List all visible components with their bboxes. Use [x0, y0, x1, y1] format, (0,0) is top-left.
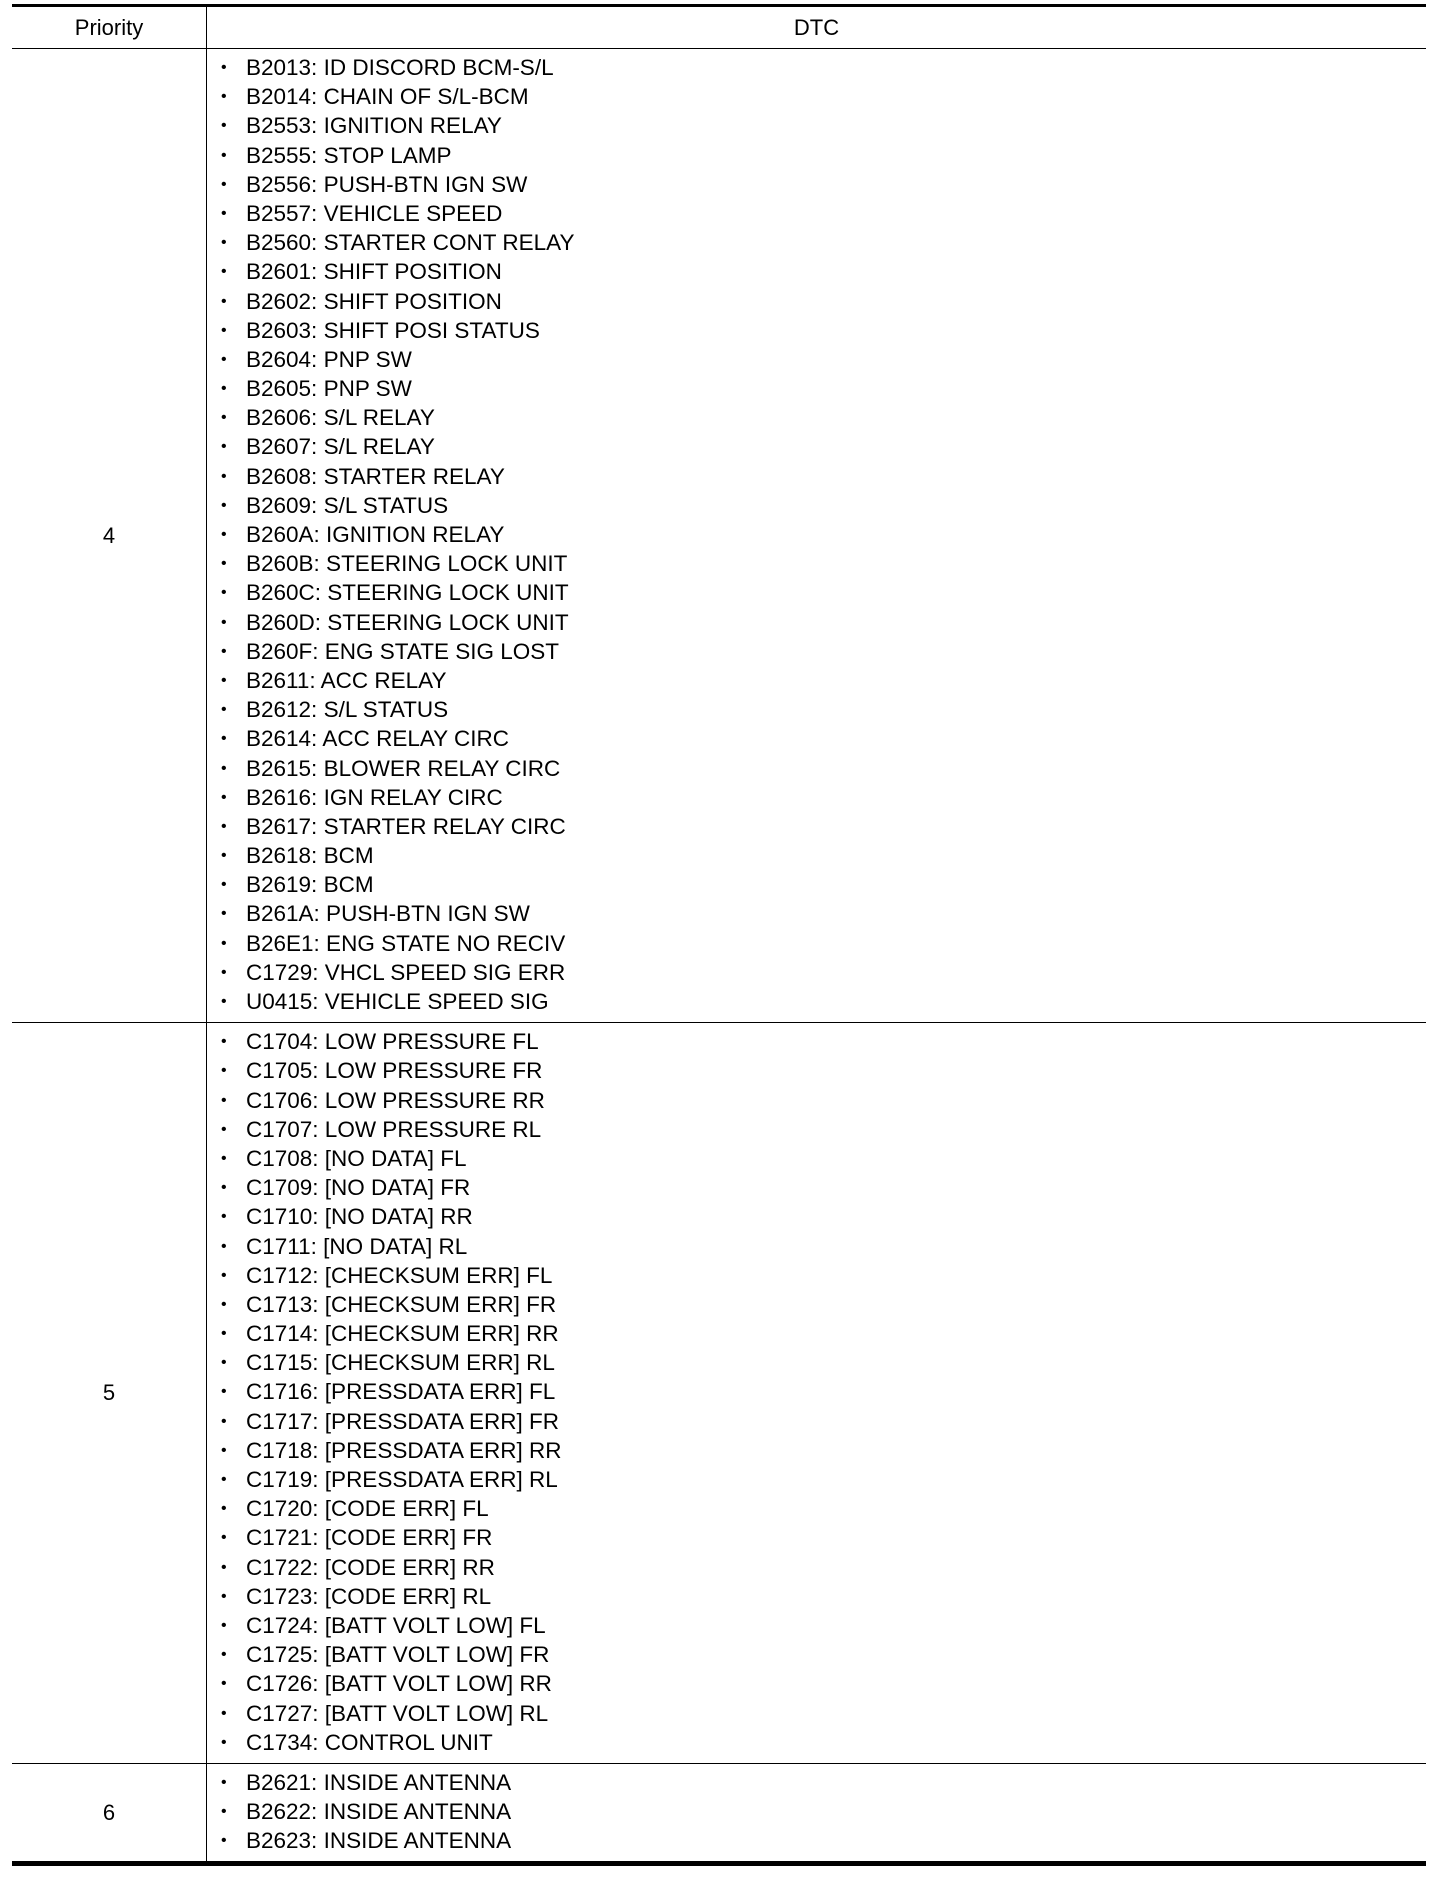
dtc-code-text: B2560: STARTER CONT RELAY [246, 230, 575, 256]
bullet-icon: • [221, 1471, 227, 1488]
list-item [207, 1319, 1426, 1348]
priority-cell: 4 [12, 49, 207, 1022]
list-item [207, 432, 1426, 461]
bullet-icon: • [221, 59, 227, 76]
list-item [207, 1144, 1426, 1173]
dtc-code-text: B2553: IGNITION RELAY [246, 113, 502, 139]
list-item [207, 724, 1426, 753]
bullet-icon: • [221, 1773, 227, 1791]
list-item [207, 549, 1426, 578]
list-item [207, 228, 1426, 257]
bullet-icon: • [221, 876, 227, 894]
list-item [207, 783, 1426, 812]
list-item [207, 754, 1426, 783]
dtc-code-text: B2604: PNP SW [246, 346, 412, 372]
dtc-list [207, 1764, 1426, 1862]
list-item [207, 1232, 1426, 1261]
dtc-code-text: B260B: STEERING LOCK UNIT [246, 551, 568, 577]
dtc-code-text: B2621: INSIDE ANTENNA [246, 1769, 512, 1795]
dtc-code-text: C1726: [BATT VOLT LOW] RR [246, 1671, 552, 1697]
dtc-code-text: B2606: S/L RELAY [246, 405, 435, 431]
table-row [12, 1023, 1426, 1764]
dtc-code-text: B2623: INSIDE ANTENNA [246, 1828, 512, 1854]
bullet-icon: • [221, 671, 227, 689]
list-item [207, 520, 1426, 549]
bullet-icon: • [221, 730, 227, 748]
list-item [207, 257, 1426, 286]
list-item [207, 1377, 1426, 1406]
dtc-code-text: C1720: [CODE ERR] FL [246, 1496, 489, 1522]
list-item [207, 1086, 1426, 1115]
dtc-code-text: C1716: [PRESSDATA ERR] FL [246, 1379, 556, 1405]
list-item [207, 1669, 1426, 1698]
list-item [207, 141, 1426, 170]
dtc-code-text: B2615: BLOWER RELAY CIRC [246, 755, 561, 781]
dtc-code-text: C1723: [CODE ERR] RL [246, 1583, 492, 1609]
list-item [207, 1436, 1426, 1465]
dtc-code-text: B2622: INSIDE ANTENNA [246, 1799, 512, 1825]
priority-cell: 5 [12, 1023, 207, 1763]
dtc-cell [207, 1764, 1426, 1862]
list-item [207, 1465, 1426, 1494]
bullet-icon: • [221, 175, 227, 193]
dtc-code-text: B2618: BCM [246, 843, 374, 869]
bullet-icon: • [221, 467, 227, 485]
dtc-code-text: B2608: STARTER RELAY [246, 463, 505, 489]
bullet-icon: • [221, 1033, 227, 1051]
dtc-code-text: B2616: IGN RELAY CIRC [246, 784, 503, 810]
bullet-icon: • [221, 292, 227, 310]
dtc-code-text: C1704: LOW PRESSURE FL [246, 1029, 539, 1055]
bullet-icon: • [221, 1412, 227, 1430]
list-item [207, 316, 1426, 345]
list-item [207, 1407, 1426, 1436]
bullet-icon: • [221, 1295, 227, 1313]
list-item [207, 1553, 1426, 1582]
bullet-icon: • [221, 905, 227, 923]
list-item [207, 1768, 1426, 1797]
bullet-icon: • [221, 1529, 227, 1547]
dtc-code-text: C1705: LOW PRESSURE FR [246, 1058, 543, 1084]
bullet-icon: • [221, 350, 227, 368]
list-item [207, 53, 1426, 82]
dtc-code-text: B2556: PUSH-BTN IGN SW [246, 171, 528, 197]
dtc-code-text: C1711: [NO DATA] RL [246, 1233, 468, 1259]
bullet-icon: • [221, 555, 227, 573]
header-priority: Priority [12, 7, 207, 48]
bullet-icon: • [221, 1354, 227, 1372]
table-row [12, 49, 1426, 1023]
bullet-icon: • [221, 1704, 227, 1722]
dtc-code-text: C1724: [BATT VOLT LOW] FL [246, 1612, 546, 1638]
dtc-code-text: C1718: [PRESSDATA ERR] RR [246, 1437, 562, 1463]
list-item [207, 1640, 1426, 1669]
list-item [207, 1797, 1426, 1826]
list-item [207, 491, 1426, 520]
dtc-code-text: C1729: VHCL SPEED SIG ERR [246, 959, 566, 985]
dtc-code-text: B2609: S/L STATUS [246, 492, 449, 518]
list-item [207, 608, 1426, 637]
dtc-cell [207, 1023, 1426, 1763]
list-item [207, 958, 1426, 987]
dtc-code-text: B2603: SHIFT POSI STATUS [246, 317, 540, 343]
bullet-icon: • [221, 1179, 227, 1197]
dtc-code-text: B2013: ID DISCORD BCM-S/L [246, 55, 554, 80]
bullet-icon: • [221, 1500, 227, 1518]
bullet-icon: • [221, 1441, 227, 1459]
bullet-icon: • [221, 1646, 227, 1664]
bullet-icon: • [221, 496, 227, 514]
list-item [207, 666, 1426, 695]
bullet-icon: • [221, 1237, 227, 1255]
list-item [207, 82, 1426, 111]
list-item [207, 1611, 1426, 1640]
dtc-code-text: B260A: IGNITION RELAY [246, 522, 505, 547]
list-item [207, 929, 1426, 958]
bullet-icon: • [221, 1062, 227, 1080]
list-item [207, 1115, 1426, 1144]
bullet-icon: • [221, 204, 227, 222]
dtc-code-text: C1717: [PRESSDATA ERR] FR [246, 1408, 560, 1434]
bullet-icon: • [221, 1091, 227, 1109]
list-item [207, 1826, 1426, 1855]
bullet-icon: • [221, 88, 227, 106]
dtc-code-text: B260C: STEERING LOCK UNIT [246, 580, 569, 606]
list-item [207, 812, 1426, 841]
dtc-code-text: C1722: [CODE ERR] RR [246, 1554, 495, 1580]
list-item [207, 1027, 1426, 1056]
bullet-icon: • [221, 234, 227, 252]
dtc-code-text: C1727: [BATT VOLT LOW] RL [246, 1700, 549, 1726]
dtc-code-text: C1708: [NO DATA] FL [246, 1145, 467, 1171]
list-item [207, 637, 1426, 666]
dtc-code-text: B26E1: ENG STATE NO RECIV [246, 930, 566, 956]
bullet-icon: • [221, 1325, 227, 1343]
bullet-icon: • [221, 993, 227, 1010]
list-item [207, 1348, 1426, 1377]
bullet-icon: • [221, 1733, 227, 1751]
dtc-code-text: B2557: VEHICLE SPEED [246, 200, 503, 226]
list-item [207, 899, 1426, 928]
list-item [207, 1494, 1426, 1523]
list-item [207, 1056, 1426, 1085]
list-item [207, 374, 1426, 403]
bullet-icon: • [221, 788, 227, 806]
list-item [207, 170, 1426, 199]
bullet-icon: • [221, 1616, 227, 1634]
bullet-icon: • [221, 1587, 227, 1605]
bullet-icon: • [221, 1120, 227, 1138]
list-item [207, 870, 1426, 899]
list-item [207, 403, 1426, 432]
list-item [207, 199, 1426, 228]
bullet-icon: • [221, 1832, 227, 1850]
bullet-icon: • [221, 847, 227, 865]
dtc-code-text: B2605: PNP SW [246, 376, 412, 402]
list-item [207, 1261, 1426, 1290]
dtc-code-text: C1706: LOW PRESSURE RR [246, 1087, 545, 1113]
dtc-code-text: B2611: ACC RELAY [246, 667, 447, 693]
list-item [207, 695, 1426, 724]
bullet-icon: • [221, 438, 227, 456]
bullet-icon: • [221, 1208, 227, 1226]
dtc-code-text: B2612: S/L STATUS [246, 697, 449, 723]
header-dtc: DTC [793, 14, 840, 40]
dtc-code-text: B261A: PUSH-BTN IGN SW [246, 901, 530, 927]
table-body [12, 49, 1426, 1861]
list-item [207, 1523, 1426, 1552]
dtc-code-text: B2619: BCM [246, 872, 374, 898]
bullet-icon: • [221, 701, 227, 719]
bullet-icon: • [221, 146, 227, 164]
dtc-code-text: C1721: [CODE ERR] FR [246, 1525, 493, 1551]
list-item [207, 287, 1426, 316]
list-item [207, 111, 1426, 140]
dtc-code-text: B260D: STEERING LOCK UNIT [246, 609, 569, 635]
dtc-code-text: B260F: ENG STATE SIG LOST [246, 638, 560, 664]
dtc-priority-table [12, 4, 1426, 1866]
bullet-icon: • [221, 409, 227, 427]
dtc-code-text: B2601: SHIFT POSITION [246, 259, 502, 285]
list-item [207, 1202, 1426, 1231]
dtc-code-text: C1707: LOW PRESSURE RL [246, 1116, 542, 1142]
dtc-code-text: B2614: ACC RELAY CIRC [246, 726, 510, 752]
list-item [207, 1728, 1426, 1757]
dtc-code-text: B2607: S/L RELAY [246, 434, 435, 460]
dtc-cell [207, 49, 1426, 1022]
bullet-icon: • [221, 934, 227, 952]
bullet-icon: • [221, 380, 227, 398]
dtc-code-text: C1712: [CHECKSUM ERR] FL [246, 1262, 553, 1288]
bullet-icon: • [221, 1266, 227, 1284]
bullet-icon: • [221, 263, 227, 281]
dtc-code-text: C1713: [CHECKSUM ERR] FR [246, 1291, 557, 1317]
dtc-list [207, 49, 1426, 1022]
bullet-icon: • [221, 1383, 227, 1401]
list-item [207, 1582, 1426, 1611]
bullet-icon: • [221, 117, 227, 135]
dtc-code-text: C1734: CONTROL UNIT [246, 1729, 493, 1755]
dtc-code-text: C1710: [NO DATA] RR [246, 1204, 473, 1230]
list-item [207, 841, 1426, 870]
dtc-code-text: C1709: [NO DATA] FR [246, 1175, 471, 1201]
priority-cell: 6 [12, 1764, 207, 1862]
bullet-icon: • [221, 321, 227, 339]
dtc-code-text: B2014: CHAIN OF S/L-BCM [246, 84, 529, 110]
dtc-code-text: B2617: STARTER RELAY CIRC [246, 813, 566, 839]
bullet-icon: • [221, 759, 227, 777]
dtc-code-text: C1725: [BATT VOLT LOW] FR [246, 1642, 550, 1668]
bullet-icon: • [221, 1803, 227, 1821]
list-item [207, 462, 1426, 491]
bullet-icon: • [221, 526, 227, 543]
bullet-icon: • [221, 963, 227, 981]
list-item [207, 1699, 1426, 1728]
list-item [207, 1290, 1426, 1319]
dtc-code-text: U0415: VEHICLE SPEED SIG [246, 989, 549, 1014]
dtc-code-text: C1715: [CHECKSUM ERR] RL [246, 1350, 555, 1376]
bullet-icon: • [221, 1149, 227, 1167]
bullet-icon: • [221, 817, 227, 835]
table-row [12, 1764, 1426, 1862]
bullet-icon: • [221, 1675, 227, 1693]
table-header-row [12, 7, 1426, 49]
dtc-code-text: C1719: [PRESSDATA ERR] RL [246, 1467, 558, 1492]
bullet-icon: • [221, 1558, 227, 1576]
list-item [207, 578, 1426, 607]
list-item [207, 1173, 1426, 1202]
dtc-code-text: B2555: STOP LAMP [246, 142, 452, 168]
dtc-code-text: B2602: SHIFT POSITION [246, 288, 502, 314]
dtc-list [207, 1023, 1426, 1763]
list-item [207, 987, 1426, 1016]
bullet-icon: • [221, 613, 227, 631]
list-item [207, 345, 1426, 374]
dtc-code-text: C1714: [CHECKSUM ERR] RR [246, 1321, 559, 1347]
bullet-icon: • [221, 584, 227, 602]
bullet-icon: • [221, 642, 227, 660]
